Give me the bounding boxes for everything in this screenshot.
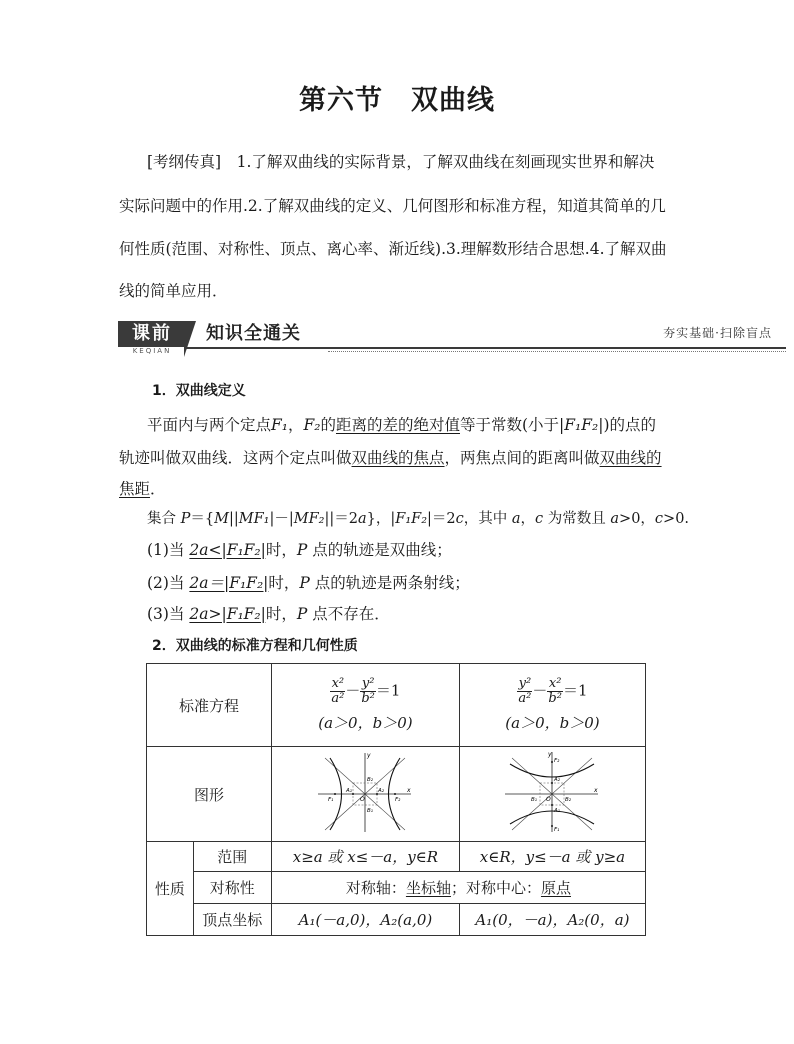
math-f1f2: F₁F₂	[564, 416, 599, 434]
text: ，	[520, 511, 536, 527]
section2-heading: 2．双曲线的标准方程和几何性质	[152, 638, 358, 654]
text: ．	[150, 480, 166, 498]
intro-line-1: [考纲传真] 1.了解双曲线的实际背景，了解双曲线在刻画现实世界和解决	[147, 153, 655, 171]
definition-line-2	[119, 446, 662, 470]
text: >0.	[663, 511, 690, 527]
math-p: P	[299, 574, 310, 592]
math-mf2: MF₂	[293, 511, 325, 527]
text: 对称轴：	[345, 879, 406, 897]
text: |)的点的	[598, 416, 656, 434]
text: 点不存在．	[307, 605, 390, 623]
text: 的	[320, 416, 336, 434]
text: 点的轨迹是双曲线；	[307, 541, 452, 559]
label-a2: A₂	[378, 788, 385, 794]
intro-line-3: 何性质(范围、对称性、顶点、离心率、渐近线).3.理解数形结合思想.4.了解双曲	[119, 240, 667, 258]
text: |＝2	[427, 511, 456, 527]
numerator: y²	[361, 676, 375, 691]
section-banner	[118, 315, 786, 357]
label-f2: F₂	[554, 758, 560, 764]
cell-range-vertical: x∈R，y≤－a 或 y≥a	[459, 842, 645, 872]
numerator: y²	[518, 676, 532, 691]
equals-one: ＝1	[375, 681, 401, 700]
condition-1	[147, 538, 452, 562]
cell-vertex-label: 顶点坐标	[193, 904, 271, 936]
text: ，两焦点间的距离叫做	[444, 449, 600, 467]
text: ，	[287, 416, 304, 434]
text: ||＝2	[324, 511, 358, 527]
math-p: P	[180, 511, 191, 527]
page-title: 第六节 双曲线	[299, 85, 495, 116]
cell-equation-horizontal	[271, 664, 459, 747]
label-o: O	[546, 796, 552, 803]
math-mf1: MF₁	[238, 511, 270, 527]
section1-heading: 1．双曲线定义	[152, 383, 246, 399]
text: 时，	[265, 605, 297, 623]
label-o: O	[360, 796, 366, 803]
equals-one: ＝1	[562, 681, 588, 700]
label-f1: F₁	[554, 827, 560, 833]
equation-vertical	[460, 677, 645, 706]
text: (1)当	[147, 541, 190, 559]
label-x: x	[594, 787, 599, 794]
cell-symmetry-value	[271, 872, 645, 904]
label-x: x	[407, 787, 411, 794]
label-b1: B₁	[531, 797, 538, 803]
banner-subtitle: 夯实基础·扫除盲点	[663, 326, 772, 340]
minus-sign: －	[345, 681, 361, 700]
text: |－|	[269, 511, 294, 527]
text: ＝{	[190, 511, 215, 527]
cell-standard-equation-label: 标准方程	[147, 664, 272, 747]
banner-rule	[184, 347, 786, 349]
cell-range-label: 范围	[193, 842, 271, 872]
label-b1: B₁	[367, 808, 374, 814]
math-c: c	[535, 511, 544, 527]
text: 轨迹叫做双曲线．这两个定点叫做	[119, 449, 352, 467]
math-a: a	[511, 511, 521, 527]
underlined-math: 2a>|F₁F₂|	[189, 605, 266, 623]
math-m: M	[214, 511, 229, 527]
math-c: c	[455, 511, 464, 527]
numerator: x²	[331, 676, 345, 691]
cell-vertex-horizontal: A₁(－a,0)，A₂(a,0)	[271, 904, 459, 936]
math-f1f2: F₁F₂	[395, 511, 428, 527]
text: }，|	[366, 511, 396, 527]
label-a1: A₁	[346, 788, 353, 794]
label-f2: F₂	[395, 797, 401, 803]
underlined-math: 2a<|F₁F₂|	[189, 541, 266, 559]
underlined-term: 距离的差的绝对值	[335, 416, 460, 434]
text: 集合	[147, 511, 181, 527]
text: ||	[228, 511, 239, 527]
math-a: a	[358, 511, 367, 527]
math-c: c	[654, 511, 664, 527]
cell-figure-vertical	[459, 747, 645, 842]
text: (2)当	[147, 574, 190, 592]
cell-equation-vertical	[459, 664, 645, 747]
label-a1: A₁	[554, 808, 561, 814]
banner-badge: 课前	[118, 321, 186, 347]
fraction	[360, 677, 376, 706]
denominator: b²	[361, 691, 375, 706]
text: ；对称中心：	[450, 879, 541, 897]
definition-line-1	[147, 413, 656, 437]
numerator: x²	[548, 676, 562, 691]
banner-dotted-rule	[328, 351, 786, 352]
cell-figure-label: 图形	[147, 747, 272, 842]
math-p: P	[296, 541, 308, 559]
definition-line-3	[119, 477, 166, 501]
intro-line-4: 线的简单应用．	[119, 282, 228, 300]
hyperbola-properties-table	[146, 663, 646, 936]
equation-horizontal	[272, 677, 459, 706]
math-p: P	[296, 605, 308, 623]
cell-symmetry-label: 对称性	[193, 872, 271, 904]
vertical-hyperbola-figure	[502, 750, 602, 834]
cell-range-horizontal: x≥a 或 x≤－a，y∈R	[271, 842, 459, 872]
denominator: a²	[518, 691, 532, 706]
label-b2: B₂	[565, 797, 572, 803]
condition-vertical: (a＞0，b＞0)	[505, 714, 600, 732]
banner-title: 知识全通关	[206, 323, 301, 344]
condition-3	[147, 602, 390, 626]
label-y: y	[367, 752, 371, 759]
underlined-term: 双曲线的	[599, 449, 662, 467]
condition-2	[147, 571, 470, 595]
cell-figure-horizontal	[271, 747, 459, 842]
banner-pinyin: KEQIAN	[132, 347, 172, 355]
text: ，其中	[463, 511, 512, 527]
text: 平面内与两个定点	[147, 416, 272, 434]
text: 时，	[268, 574, 300, 592]
math-f2: F₂	[303, 416, 321, 434]
condition-horizontal: (a＞0，b＞0)	[318, 714, 413, 732]
underlined-math: 2a＝|F₁F₂|	[189, 574, 269, 592]
denominator: b²	[548, 691, 562, 706]
label-f1: F₁	[328, 797, 334, 803]
text: 时，	[265, 541, 297, 559]
fraction	[517, 677, 532, 706]
underlined-term: 坐标轴	[405, 879, 451, 897]
cell-vertex-vertical: A₁(0，－a)，A₂(0，a)	[459, 904, 645, 936]
underlined-term: 原点	[540, 879, 571, 897]
label-y: y	[548, 751, 553, 758]
cell-properties-label: 性质	[147, 842, 194, 936]
fraction	[547, 677, 563, 706]
minus-sign: －	[532, 681, 548, 700]
text: 为常数且	[543, 511, 611, 527]
underlined-term: 双曲线的焦点	[351, 449, 445, 467]
underlined-term: 焦距	[119, 480, 151, 498]
text: >0，	[619, 511, 655, 527]
math-a: a	[610, 511, 620, 527]
text: 等于常数(小于|	[460, 416, 565, 434]
text: (3)当	[147, 605, 190, 623]
fraction	[330, 677, 345, 706]
math-f1: F₁	[271, 416, 288, 434]
label-b2: B₂	[367, 777, 374, 783]
intro-line-2: 实际问题中的作用.2.了解双曲线的定义、几何图形和标准方程，知道其简单的几	[119, 197, 666, 215]
label-a2: A₂	[554, 777, 561, 783]
set-definition	[147, 507, 689, 531]
horizontal-hyperbola-figure	[315, 750, 415, 834]
text: 点的轨迹是两条射线；	[309, 574, 470, 592]
denominator: a²	[331, 691, 345, 706]
